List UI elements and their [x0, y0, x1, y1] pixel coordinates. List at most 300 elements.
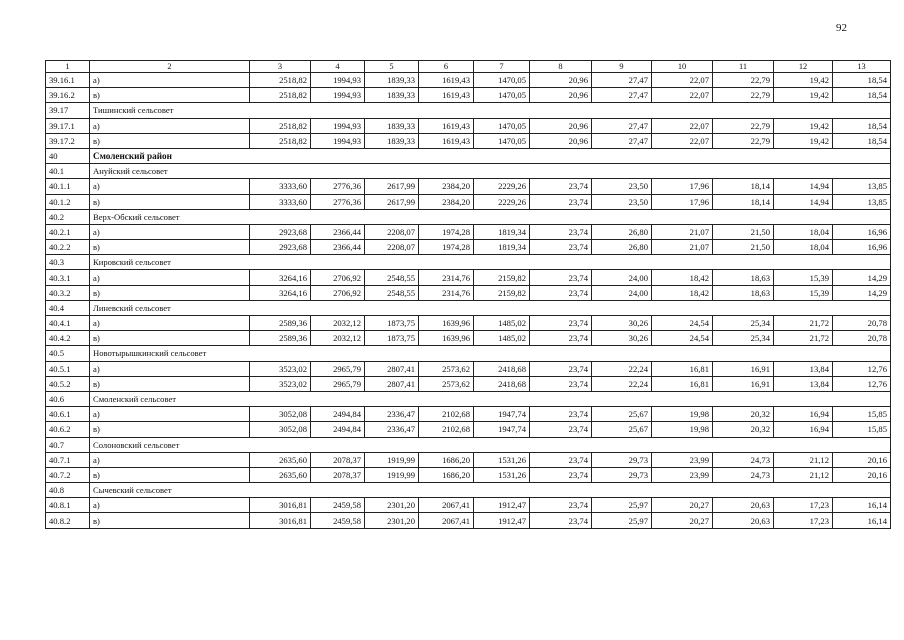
row-code: 40.7.2: [46, 467, 90, 482]
value-cell: 2102,68: [419, 422, 474, 437]
value-cell: 2923,68: [250, 240, 311, 255]
table-row: [46, 270, 891, 285]
column-header: 1: [46, 61, 90, 73]
value-cell: 3052,08: [250, 407, 311, 422]
value-cell: 20,32: [713, 422, 774, 437]
value-cell: 16,96: [833, 224, 891, 239]
value-cell: 24,73: [713, 467, 774, 482]
section-name: Сычевский сельсовет: [90, 483, 891, 498]
value-cell: 20,78: [833, 316, 891, 331]
value-cell: 1819,34: [474, 224, 530, 239]
value-cell: 1947,74: [474, 407, 530, 422]
row-code: 40.7: [46, 437, 90, 452]
value-cell: 23,74: [530, 376, 592, 391]
section-row: [46, 437, 891, 452]
column-header: 9: [592, 61, 652, 73]
value-cell: 1819,34: [474, 240, 530, 255]
section-row: [46, 209, 891, 224]
value-cell: 18,14: [713, 194, 774, 209]
value-cell: 1912,47: [474, 513, 530, 528]
value-cell: 2418,68: [474, 376, 530, 391]
value-cell: 13,84: [774, 361, 833, 376]
value-cell: 2807,41: [365, 361, 419, 376]
value-cell: 2078,37: [311, 452, 365, 467]
value-cell: 24,00: [592, 285, 652, 300]
value-cell: 1470,05: [474, 88, 530, 103]
row-label: а): [90, 498, 250, 513]
value-cell: 20,16: [833, 452, 891, 467]
value-cell: 1994,93: [311, 73, 365, 88]
value-cell: 22,07: [652, 118, 713, 133]
table-row: [46, 316, 891, 331]
value-cell: 2229,26: [474, 179, 530, 194]
section-row: [46, 255, 891, 270]
value-cell: 2314,76: [419, 285, 474, 300]
value-cell: 21,72: [774, 316, 833, 331]
section-row: [46, 391, 891, 406]
table-row: [46, 240, 891, 255]
column-header: 3: [250, 61, 311, 73]
row-label: а): [90, 452, 250, 467]
value-cell: 20,96: [530, 73, 592, 88]
section-name: Новотырышкинский сельсовет: [90, 346, 891, 361]
table-row: [46, 179, 891, 194]
row-code: 40.6.1: [46, 407, 90, 422]
value-cell: 19,42: [774, 73, 833, 88]
value-cell: 19,98: [652, 407, 713, 422]
value-cell: 21,12: [774, 452, 833, 467]
value-cell: 1619,43: [419, 118, 474, 133]
value-cell: 27,47: [592, 118, 652, 133]
value-cell: 19,98: [652, 422, 713, 437]
value-cell: 19,42: [774, 118, 833, 133]
row-code: 40.1: [46, 164, 90, 179]
value-cell: 2301,20: [365, 498, 419, 513]
value-cell: 1839,33: [365, 118, 419, 133]
value-cell: 20,78: [833, 331, 891, 346]
value-cell: 18,04: [774, 240, 833, 255]
value-cell: 22,79: [713, 73, 774, 88]
table-row: [46, 422, 891, 437]
value-cell: 1639,96: [419, 331, 474, 346]
row-code: 40.6.2: [46, 422, 90, 437]
row-label: в): [90, 194, 250, 209]
section-row: [46, 483, 891, 498]
section-name: Линевский сельсовет: [90, 300, 891, 315]
value-cell: 1470,05: [474, 73, 530, 88]
value-cell: 23,74: [530, 270, 592, 285]
value-cell: 21,07: [652, 224, 713, 239]
value-cell: 2923,68: [250, 224, 311, 239]
value-cell: 22,79: [713, 133, 774, 148]
value-cell: 2208,07: [365, 240, 419, 255]
section-row: [46, 164, 891, 179]
row-label: в): [90, 376, 250, 391]
value-cell: 2617,99: [365, 179, 419, 194]
value-cell: 22,24: [592, 376, 652, 391]
value-cell: 1839,33: [365, 133, 419, 148]
value-cell: 1531,26: [474, 452, 530, 467]
value-cell: 2706,92: [311, 285, 365, 300]
row-code: 40.5.1: [46, 361, 90, 376]
value-cell: 2518,82: [250, 88, 311, 103]
value-cell: 18,04: [774, 224, 833, 239]
value-cell: 1947,74: [474, 422, 530, 437]
value-cell: 20,27: [652, 513, 713, 528]
row-code: 39.17: [46, 103, 90, 118]
value-cell: 25,34: [713, 331, 774, 346]
value-cell: 20,96: [530, 133, 592, 148]
value-cell: 2384,20: [419, 179, 474, 194]
value-cell: 13,85: [833, 194, 891, 209]
value-cell: 18,54: [833, 73, 891, 88]
table-row: [46, 73, 891, 88]
value-cell: 2635,60: [250, 467, 311, 482]
value-cell: 22,79: [713, 118, 774, 133]
value-cell: 17,23: [774, 513, 833, 528]
value-cell: 26,80: [592, 224, 652, 239]
value-cell: 29,73: [592, 467, 652, 482]
row-label: а): [90, 407, 250, 422]
value-cell: 2776,36: [311, 194, 365, 209]
value-cell: 2366,44: [311, 240, 365, 255]
value-cell: 15,85: [833, 422, 891, 437]
value-cell: 22,07: [652, 73, 713, 88]
column-header: 4: [311, 61, 365, 73]
value-cell: 17,96: [652, 194, 713, 209]
value-cell: 2548,55: [365, 270, 419, 285]
row-code: 40.8: [46, 483, 90, 498]
value-cell: 17,96: [652, 179, 713, 194]
value-cell: 2159,82: [474, 270, 530, 285]
value-cell: 21,12: [774, 467, 833, 482]
value-cell: 18,54: [833, 88, 891, 103]
district-row: [46, 148, 891, 163]
value-cell: 3523,02: [250, 361, 311, 376]
value-cell: 3333,60: [250, 179, 311, 194]
value-cell: 16,94: [774, 422, 833, 437]
row-code: 40: [46, 148, 90, 163]
value-cell: 1619,43: [419, 133, 474, 148]
value-cell: 23,74: [530, 407, 592, 422]
value-cell: 1686,20: [419, 467, 474, 482]
value-cell: 27,47: [592, 133, 652, 148]
row-code: 40.1.2: [46, 194, 90, 209]
value-cell: 3264,16: [250, 285, 311, 300]
row-code: 40.4: [46, 300, 90, 315]
value-cell: 1974,28: [419, 224, 474, 239]
value-cell: 17,23: [774, 498, 833, 513]
value-cell: 2159,82: [474, 285, 530, 300]
column-header: 13: [833, 61, 891, 73]
value-cell: 25,67: [592, 422, 652, 437]
value-cell: 1919,99: [365, 452, 419, 467]
value-cell: 16,91: [713, 361, 774, 376]
row-label: в): [90, 285, 250, 300]
value-cell: 2573,62: [419, 376, 474, 391]
value-cell: 1686,20: [419, 452, 474, 467]
column-header: 2: [90, 61, 250, 73]
value-cell: 1839,33: [365, 73, 419, 88]
value-cell: 2617,99: [365, 194, 419, 209]
row-code: 40.3.2: [46, 285, 90, 300]
row-label: в): [90, 133, 250, 148]
row-code: 39.17.2: [46, 133, 90, 148]
value-cell: 18,63: [713, 285, 774, 300]
value-cell: 18,42: [652, 270, 713, 285]
column-header: 10: [652, 61, 713, 73]
value-cell: 19,42: [774, 133, 833, 148]
value-cell: 2589,36: [250, 316, 311, 331]
value-cell: 18,63: [713, 270, 774, 285]
value-cell: 2032,12: [311, 316, 365, 331]
value-cell: 25,97: [592, 513, 652, 528]
row-label: а): [90, 179, 250, 194]
row-code: 40.8.1: [46, 498, 90, 513]
value-cell: 23,74: [530, 285, 592, 300]
row-label: в): [90, 513, 250, 528]
value-cell: 2807,41: [365, 376, 419, 391]
value-cell: 20,32: [713, 407, 774, 422]
value-cell: 2965,79: [311, 376, 365, 391]
row-code: 40.5: [46, 346, 90, 361]
value-cell: 23,74: [530, 467, 592, 482]
table-row: [46, 331, 891, 346]
value-cell: 1919,99: [365, 467, 419, 482]
table-row: [46, 407, 891, 422]
value-cell: 2336,47: [365, 407, 419, 422]
column-header: 5: [365, 61, 419, 73]
value-cell: 1485,02: [474, 331, 530, 346]
value-cell: 13,84: [774, 376, 833, 391]
row-code: 40.7.1: [46, 452, 90, 467]
row-label: в): [90, 467, 250, 482]
value-cell: 24,00: [592, 270, 652, 285]
value-cell: 23,50: [592, 179, 652, 194]
row-label: а): [90, 224, 250, 239]
value-cell: 3016,81: [250, 513, 311, 528]
row-label: а): [90, 361, 250, 376]
value-cell: 23,74: [530, 452, 592, 467]
row-code: 40.3.1: [46, 270, 90, 285]
table-row: [46, 361, 891, 376]
value-cell: 21,72: [774, 331, 833, 346]
value-cell: 2589,36: [250, 331, 311, 346]
value-cell: 23,50: [592, 194, 652, 209]
value-cell: 21,50: [713, 240, 774, 255]
value-cell: 16,94: [774, 407, 833, 422]
value-cell: 2459,58: [311, 498, 365, 513]
row-label: в): [90, 240, 250, 255]
value-cell: 24,73: [713, 452, 774, 467]
value-cell: 23,74: [530, 331, 592, 346]
value-cell: 26,80: [592, 240, 652, 255]
table-row: [46, 467, 891, 482]
value-cell: 2366,44: [311, 224, 365, 239]
row-label: в): [90, 422, 250, 437]
row-label: а): [90, 73, 250, 88]
value-cell: 18,54: [833, 133, 891, 148]
value-cell: 30,26: [592, 316, 652, 331]
value-cell: 3016,81: [250, 498, 311, 513]
value-cell: 27,47: [592, 88, 652, 103]
page-number: 92: [836, 22, 847, 34]
section-name: Ануйский сельсовет: [90, 164, 891, 179]
row-code: 40.1.1: [46, 179, 90, 194]
row-label: в): [90, 88, 250, 103]
value-cell: 16,14: [833, 498, 891, 513]
value-cell: 25,67: [592, 407, 652, 422]
value-cell: 18,42: [652, 285, 713, 300]
value-cell: 20,96: [530, 88, 592, 103]
value-cell: 16,81: [652, 361, 713, 376]
value-cell: 2518,82: [250, 73, 311, 88]
row-label: в): [90, 331, 250, 346]
value-cell: 1994,93: [311, 118, 365, 133]
column-header: 8: [530, 61, 592, 73]
value-cell: 15,85: [833, 407, 891, 422]
value-cell: 2965,79: [311, 361, 365, 376]
value-cell: 3333,60: [250, 194, 311, 209]
value-cell: 3264,16: [250, 270, 311, 285]
value-cell: 2494,84: [311, 407, 365, 422]
table-row: [46, 118, 891, 133]
row-code: 39.16.2: [46, 88, 90, 103]
table-row: [46, 513, 891, 528]
value-cell: 15,39: [774, 270, 833, 285]
value-cell: 2102,68: [419, 407, 474, 422]
value-cell: 20,16: [833, 467, 891, 482]
row-label: а): [90, 118, 250, 133]
value-cell: 23,74: [530, 422, 592, 437]
value-cell: 2314,76: [419, 270, 474, 285]
value-cell: 13,85: [833, 179, 891, 194]
value-cell: 23,74: [530, 361, 592, 376]
table-row: [46, 498, 891, 513]
value-cell: 2706,92: [311, 270, 365, 285]
value-cell: 16,14: [833, 513, 891, 528]
value-cell: 1912,47: [474, 498, 530, 513]
section-name: Тишинский сельсовет: [90, 103, 891, 118]
value-cell: 2459,58: [311, 513, 365, 528]
row-code: 40.6: [46, 391, 90, 406]
value-cell: 2032,12: [311, 331, 365, 346]
row-code: 40.4.1: [46, 316, 90, 331]
value-cell: 1974,28: [419, 240, 474, 255]
column-header: 7: [474, 61, 530, 73]
value-cell: 22,79: [713, 88, 774, 103]
value-cell: 1531,26: [474, 467, 530, 482]
value-cell: 23,99: [652, 452, 713, 467]
value-cell: 1485,02: [474, 316, 530, 331]
value-cell: 23,74: [530, 179, 592, 194]
table-row: [46, 88, 891, 103]
table-row: [46, 224, 891, 239]
value-cell: 2208,07: [365, 224, 419, 239]
value-cell: 20,63: [713, 513, 774, 528]
tariff-table: [45, 60, 891, 529]
value-cell: 2518,82: [250, 118, 311, 133]
row-code: 39.16.1: [46, 73, 90, 88]
value-cell: 20,63: [713, 498, 774, 513]
value-cell: 25,34: [713, 316, 774, 331]
header-row: [46, 61, 891, 73]
value-cell: 2384,20: [419, 194, 474, 209]
value-cell: 14,94: [774, 179, 833, 194]
value-cell: 16,96: [833, 240, 891, 255]
value-cell: 2518,82: [250, 133, 311, 148]
value-cell: 1470,05: [474, 118, 530, 133]
value-cell: 24,54: [652, 331, 713, 346]
value-cell: 2548,55: [365, 285, 419, 300]
value-cell: 20,96: [530, 118, 592, 133]
value-cell: 1873,75: [365, 316, 419, 331]
value-cell: 15,39: [774, 285, 833, 300]
value-cell: 1639,96: [419, 316, 474, 331]
value-cell: 23,74: [530, 513, 592, 528]
section-row: [46, 103, 891, 118]
table-row: [46, 452, 891, 467]
value-cell: 2635,60: [250, 452, 311, 467]
value-cell: 2229,26: [474, 194, 530, 209]
value-cell: 1470,05: [474, 133, 530, 148]
value-cell: 29,73: [592, 452, 652, 467]
row-code: 39.17.1: [46, 118, 90, 133]
value-cell: 1994,93: [311, 88, 365, 103]
value-cell: 2067,41: [419, 513, 474, 528]
section-name: Верх-Обский сельсовет: [90, 209, 891, 224]
value-cell: 1873,75: [365, 331, 419, 346]
row-code: 40.2: [46, 209, 90, 224]
value-cell: 18,54: [833, 118, 891, 133]
row-label: а): [90, 270, 250, 285]
value-cell: 2494,84: [311, 422, 365, 437]
value-cell: 16,91: [713, 376, 774, 391]
value-cell: 14,29: [833, 285, 891, 300]
row-code: 40.2.1: [46, 224, 90, 239]
value-cell: 2067,41: [419, 498, 474, 513]
value-cell: 23,74: [530, 224, 592, 239]
value-cell: 1994,93: [311, 133, 365, 148]
value-cell: 23,74: [530, 316, 592, 331]
value-cell: 20,27: [652, 498, 713, 513]
value-cell: 30,26: [592, 331, 652, 346]
value-cell: 23,74: [530, 498, 592, 513]
value-cell: 23,74: [530, 194, 592, 209]
row-code: 40.8.2: [46, 513, 90, 528]
section-name: Солоновский сельсовет: [90, 437, 891, 452]
value-cell: 19,42: [774, 88, 833, 103]
value-cell: 25,97: [592, 498, 652, 513]
table-row: [46, 285, 891, 300]
section-row: [46, 346, 891, 361]
value-cell: 22,24: [592, 361, 652, 376]
value-cell: 21,07: [652, 240, 713, 255]
value-cell: 2418,68: [474, 361, 530, 376]
row-code: 40.4.2: [46, 331, 90, 346]
table-body: [46, 73, 891, 529]
value-cell: 22,07: [652, 133, 713, 148]
value-cell: 27,47: [592, 73, 652, 88]
value-cell: 12,76: [833, 361, 891, 376]
value-cell: 1619,43: [419, 88, 474, 103]
value-cell: 23,99: [652, 467, 713, 482]
column-header: 6: [419, 61, 474, 73]
row-code: 40.3: [46, 255, 90, 270]
value-cell: 1619,43: [419, 73, 474, 88]
section-name: Кировский сельсовет: [90, 255, 891, 270]
column-header: 12: [774, 61, 833, 73]
